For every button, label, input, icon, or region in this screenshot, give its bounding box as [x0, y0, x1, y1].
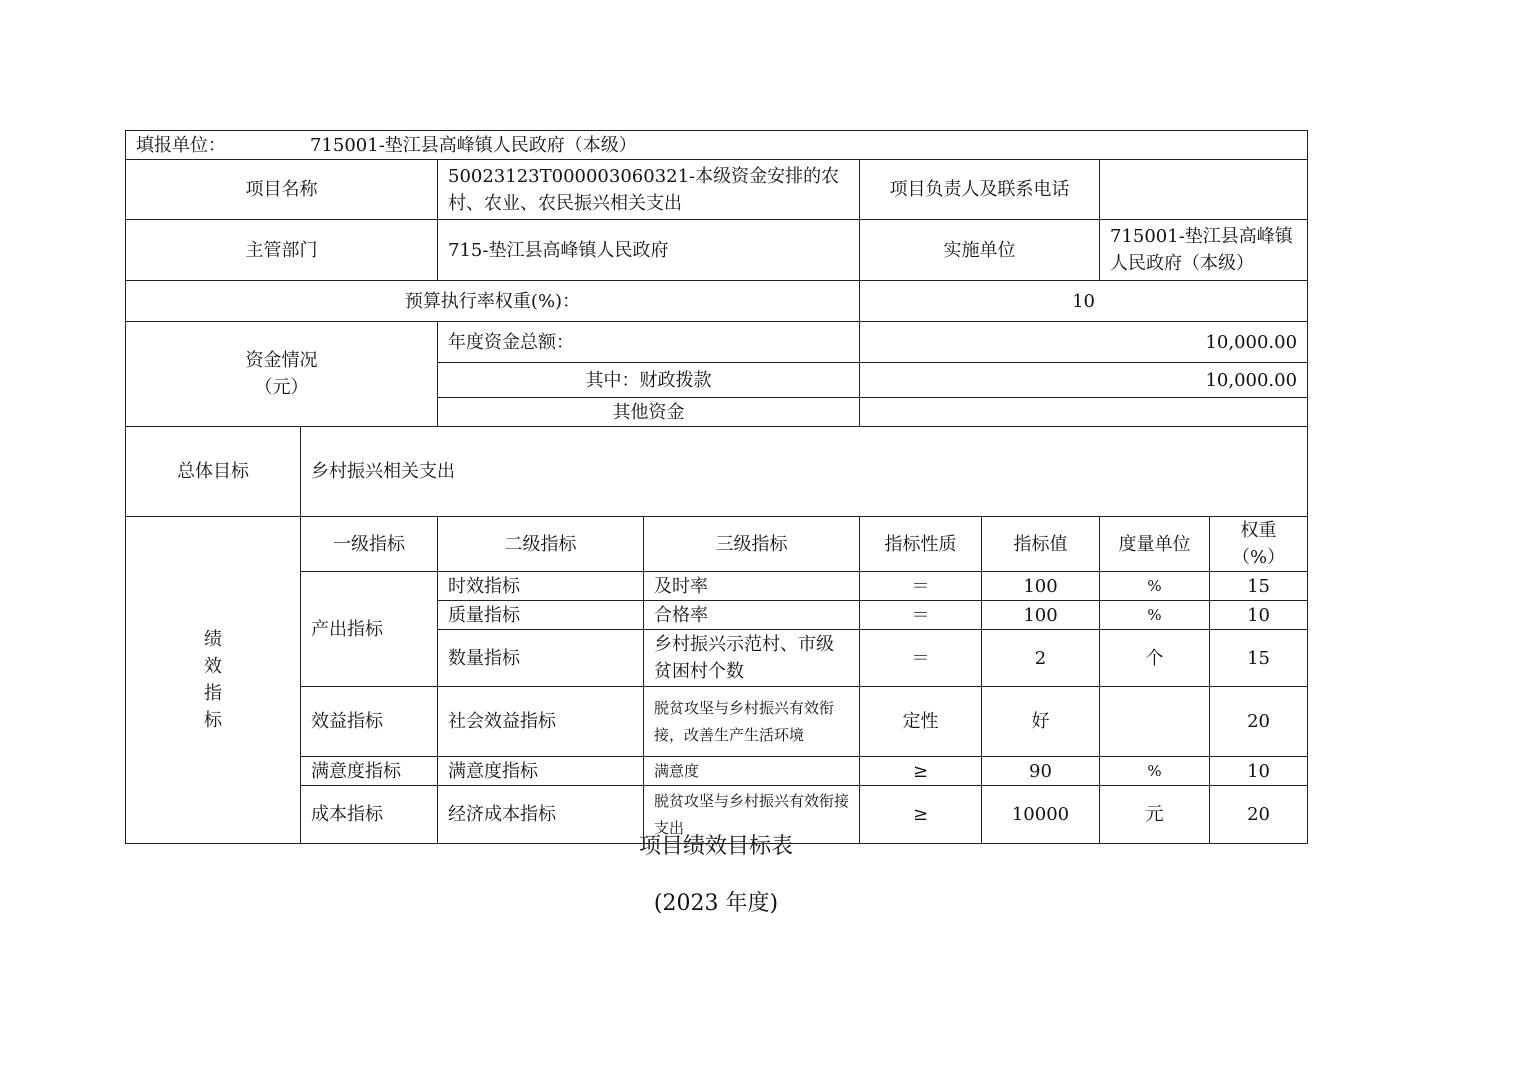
project-name-label: 项目名称: [126, 160, 438, 220]
header-unit: 度量单位: [1100, 517, 1210, 572]
header-level2: 二级指标: [438, 517, 644, 572]
level3-cell: 满意度: [644, 757, 860, 786]
table-row: [126, 572, 1308, 601]
nature-cell: ＝: [860, 601, 982, 630]
value-cell: 100: [982, 601, 1100, 630]
section-char-4: 标: [204, 710, 222, 731]
section-char-3: 指: [204, 683, 222, 704]
project-owner-label: 项目负责人及联系电话: [860, 160, 1100, 220]
value-cell: 好: [982, 687, 1100, 757]
reporting-unit-row: [126, 131, 1308, 160]
level1-satisfaction: 满意度指标: [301, 757, 438, 786]
nature-cell: ≥: [860, 757, 982, 786]
weight-cell: 10: [1210, 601, 1308, 630]
nature-cell: ＝: [860, 572, 982, 601]
unit-cell: %: [1100, 601, 1210, 630]
weight-cell: 20: [1210, 786, 1308, 844]
performance-target-table: [125, 130, 1308, 844]
impl-unit-value: 715001-垫江县高峰镇人民政府（本级）: [1100, 220, 1308, 281]
level3-cell: 乡村振兴示范村、市级贫困村个数: [644, 630, 860, 687]
level2-cell: 经济成本指标: [438, 786, 644, 844]
header-level1: 一级指标: [301, 517, 438, 572]
funds-fiscal-value: 10,000.00: [860, 363, 1308, 398]
reporting-unit-value: 715001-垫江县高峰镇人民政府（本级）: [310, 134, 637, 156]
performance-section-label: [126, 517, 301, 844]
funds-total-label: 年度资金总额：: [438, 322, 860, 363]
header-value: 指标值: [982, 517, 1100, 572]
weight-cell: 20: [1210, 687, 1308, 757]
header-weight: 权重（%）: [1210, 517, 1308, 572]
level1-cost: 成本指标: [301, 786, 438, 844]
table-row: [126, 757, 1308, 786]
unit-cell: [1100, 687, 1210, 757]
document-year: (2023 年度): [653, 891, 779, 916]
budget-rate-value: 10: [860, 281, 1308, 322]
level3-cell: 合格率: [644, 601, 860, 630]
impl-unit-label: 实施单位: [860, 220, 1100, 281]
unit-cell: 个: [1100, 630, 1210, 687]
funds-other-label: 其他资金: [438, 398, 860, 427]
overall-goal-label: 总体目标: [126, 427, 301, 517]
level3-cell: 脱贫攻坚与乡村振兴有效衔接支出: [644, 786, 860, 844]
table-row: [126, 687, 1308, 757]
funds-label: [126, 322, 438, 427]
funds-total-value: 10,000.00: [860, 322, 1308, 363]
project-name-value: 50023123T000003060321-本级资金安排的农村、农业、农民振兴相关支出: [438, 160, 860, 220]
header-nature: 指标性质: [860, 517, 982, 572]
unit-cell: 元: [1100, 786, 1210, 844]
budget-rate-label: 预算执行率权重(%)：: [126, 281, 860, 322]
project-owner-value: [1100, 160, 1308, 220]
document-title: 项目绩效目标表: [638, 834, 793, 859]
section-char-1: 绩: [204, 629, 222, 650]
unit-cell: %: [1100, 572, 1210, 601]
level2-cell: 质量指标: [438, 601, 644, 630]
dept-value: 715-垫江县高峰镇人民政府: [438, 220, 860, 281]
weight-cell: 15: [1210, 630, 1308, 687]
weight-cell: 10: [1210, 757, 1308, 786]
level3-cell: 脱贫攻坚与乡村振兴有效衔接，改善生产生活环境: [644, 687, 860, 757]
nature-cell: ≥: [860, 786, 982, 844]
level2-cell: 社会效益指标: [438, 687, 644, 757]
level1-output: 产出指标: [301, 572, 438, 687]
level2-cell: 时效指标: [438, 572, 644, 601]
funds-label-line1: 资金情况: [245, 350, 318, 371]
weight-cell: 15: [1210, 572, 1308, 601]
level1-benefit: 效益指标: [301, 687, 438, 757]
level3-cell: 及时率: [644, 572, 860, 601]
unit-cell: %: [1100, 757, 1210, 786]
funds-fiscal-label: 其中：财政拨款: [438, 363, 860, 398]
value-cell: 10000: [982, 786, 1100, 844]
nature-cell: 定性: [860, 687, 982, 757]
reporting-unit-label: 填报单位：: [136, 134, 226, 156]
overall-goal-value: 乡村振兴相关支出: [301, 427, 1308, 517]
header-level3: 三级指标: [644, 517, 860, 572]
level2-cell: 满意度指标: [438, 757, 644, 786]
value-cell: 90: [982, 757, 1100, 786]
value-cell: 100: [982, 572, 1100, 601]
level2-cell: 数量指标: [438, 630, 644, 687]
value-cell: 2: [982, 630, 1100, 687]
funds-other-value: [860, 398, 1308, 427]
section-char-2: 效: [204, 656, 222, 677]
nature-cell: ＝: [860, 630, 982, 687]
dept-label: 主管部门: [126, 220, 438, 281]
funds-label-line2: （元）: [254, 377, 309, 398]
